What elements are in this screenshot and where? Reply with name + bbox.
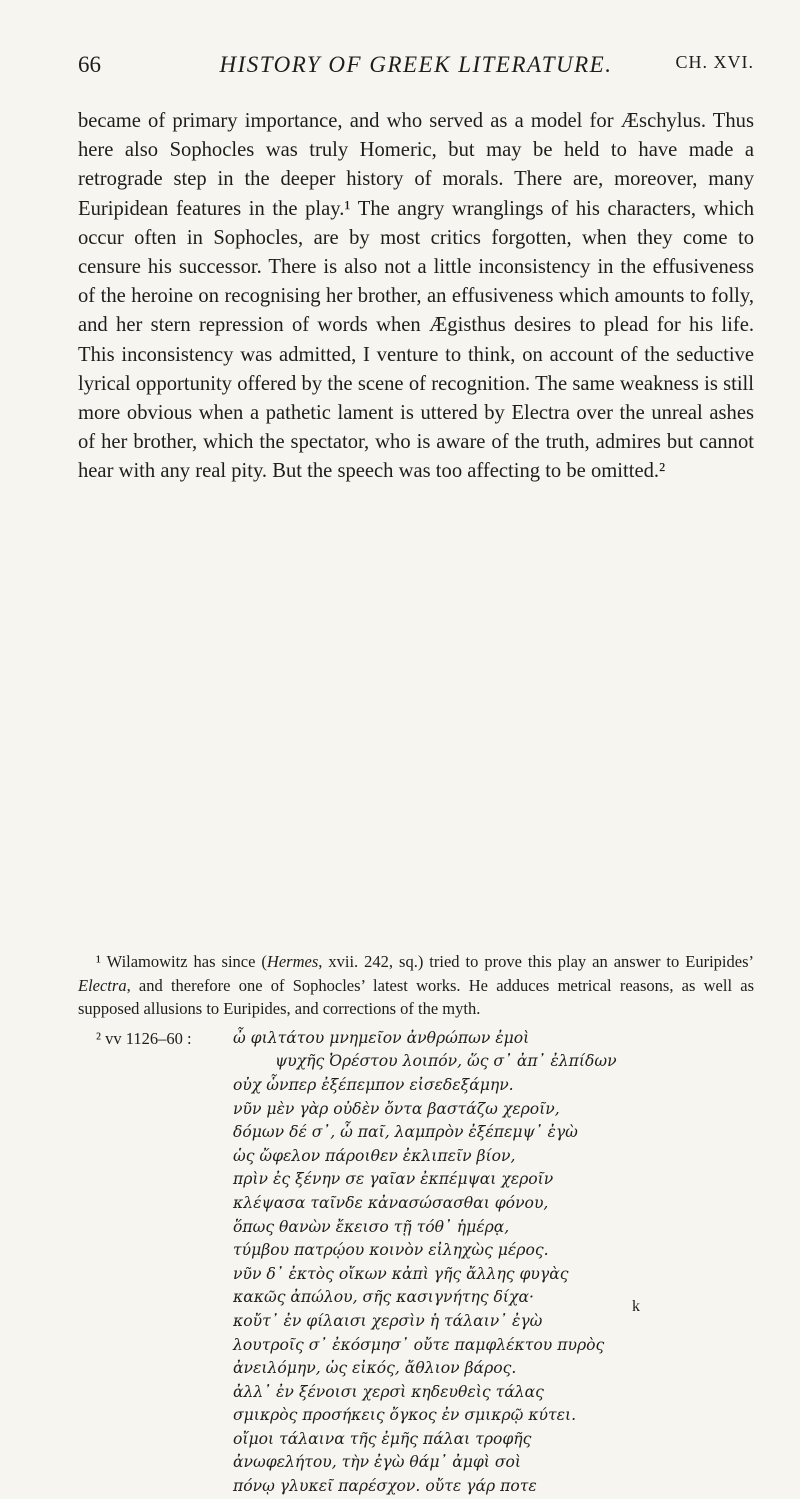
- greek-line: κλέψασα ταῖνδε κἀνασώσασθαι φόνου,: [233, 1193, 549, 1212]
- greek-line: οὐχ ὧνπερ ἐξέπεμπον εἰσεδεξάμην.: [233, 1075, 514, 1094]
- greek-line: ὅπως θανὼν ἔκεισο τῇ τόθ᾽ ἡμέρᾳ,: [233, 1217, 510, 1236]
- greek-line: νῦν μὲν γὰρ οὐδὲν ὄντα βαστάζω χεροῖν,: [233, 1099, 560, 1118]
- footnote-1-journal: Hermes: [266, 952, 319, 971]
- greek-line: κοὔτ᾽ ἐν φίλαισι χερσὶν ἡ τάλαιν᾽ ἐγὼ: [233, 1311, 543, 1330]
- greek-line: ἀλλ᾽ ἐν ξένοισι χερσὶ κηδευθεὶς τάλας: [233, 1382, 544, 1401]
- footnotes: [78, 950, 754, 1499]
- signature-mark: k: [632, 1298, 640, 1315]
- chapter-reference: CH. XVI.: [675, 52, 754, 72]
- footnote-1-text-a: Wilamowitz has since (: [106, 952, 267, 971]
- greek-line: πόνῳ γλυκεῖ παρέσχον. οὔτε γάρ ποτε: [233, 1477, 537, 1496]
- greek-line: ὦ φιλτάτου μνημεῖον ἀνθρώπων ἐμοὶ: [233, 1028, 530, 1047]
- footnote-1: [78, 950, 754, 1021]
- greek-line: ἀνωφελήτου, τὴν ἐγὼ θάμ᾽ ἀμφὶ σοὶ: [233, 1453, 522, 1472]
- greek-line: οἴμοι τάλαινα τῆς ἐμῆς πάλαι τροφῆς: [233, 1429, 532, 1448]
- greek-line: δόμων δέ σ᾽, ὦ παῖ, λαμπρὸν ἐξέπεμψ᾽ ἐγὼ: [233, 1123, 578, 1142]
- footnote-1-marker: ¹: [96, 952, 101, 971]
- greek-line: νῦν δ᾽ ἐκτὸς οἴκων κἀπὶ γῆς ἄλλης φυγὰς: [233, 1264, 569, 1283]
- footnote-2: [78, 1027, 754, 1499]
- greek-line: πρὶν ἐς ξένην σε γαῖαν ἐκπέμψαι χεροῖν: [233, 1170, 554, 1189]
- greek-line: σμικρὸς προσήκεις ὄγκος ἐν σμικρῷ κύτει.: [233, 1406, 577, 1425]
- running-header: [78, 52, 754, 92]
- body-paragraph: became of primary importance, and who served as a model for Æschylus. Thus here also Sophocles was truly Homeric, but may be held to have made a retrograde step in the deeper history of morals. There are, moreover, many Euripidean features in the play.¹ The angry wranglings of his characters, which occur often in Sophocles, are by most critics forgotten, when they come to censure his successor. There is also not a little inconsistency in the effusiveness of the heroine on recognising her brother, an effusiveness which amounts to folly, and her stern repression of words when Ægisthus desires to plead for his life. This inconsistency was admitted, I venture to think, on account of the seductive lyrical opportunity offered by the scene of recognition. The same weakness is still more obvious when a pathetic lament is uttered by Electra over the unreal ashes of her brother, which the spectator, who is aware of the truth, admires but cannot hear with any real pity. But the speech was too affecting to be omitted.²: [78, 110, 754, 483]
- footnote-1-play: Electra: [78, 975, 127, 995]
- greek-line: λουτροῖς σ᾽ ἐκόσμησ᾽ οὔτε παμφλέκτου πυρὸς: [233, 1335, 605, 1354]
- greek-line: ὡς ὤφελον πάροιθεν ἐκλιπεῖν βίον,: [233, 1146, 516, 1165]
- greek-line: τύμβου πατρῴου κοινὸν εἰληχὼς μέρος.: [233, 1241, 549, 1260]
- footnote-1-text-b: , xvii. 242, sq.) tried to prove this play an answer to Euripides’: [318, 952, 754, 971]
- footnote-2-reference: ² vv 1126–60 :: [96, 1028, 192, 1048]
- greek-line: ἀνειλόμην, ὡς εἰκός, ἄθλιον βάρος.: [233, 1359, 517, 1378]
- running-title: HISTORY OF GREEK LITERATURE.: [219, 52, 613, 77]
- greek-line: κακῶς ἀπώλου, σῆς κασιγνήτης δίχα·: [233, 1288, 534, 1307]
- footnote-1-text-c: , and therefore one of Sophocles’ latest works. He adduces metrical reasons, as well as supposed allusions to Euripides, and corrections of the myth.: [78, 975, 754, 1019]
- page-number: 66: [78, 52, 101, 77]
- greek-line: ψυχῆς Ὀρέστου λοιπόν, ὥς σ᾽ ἀπ᾽ ἐλπίδων: [275, 1052, 617, 1071]
- greek-quotation: [233, 1027, 754, 1499]
